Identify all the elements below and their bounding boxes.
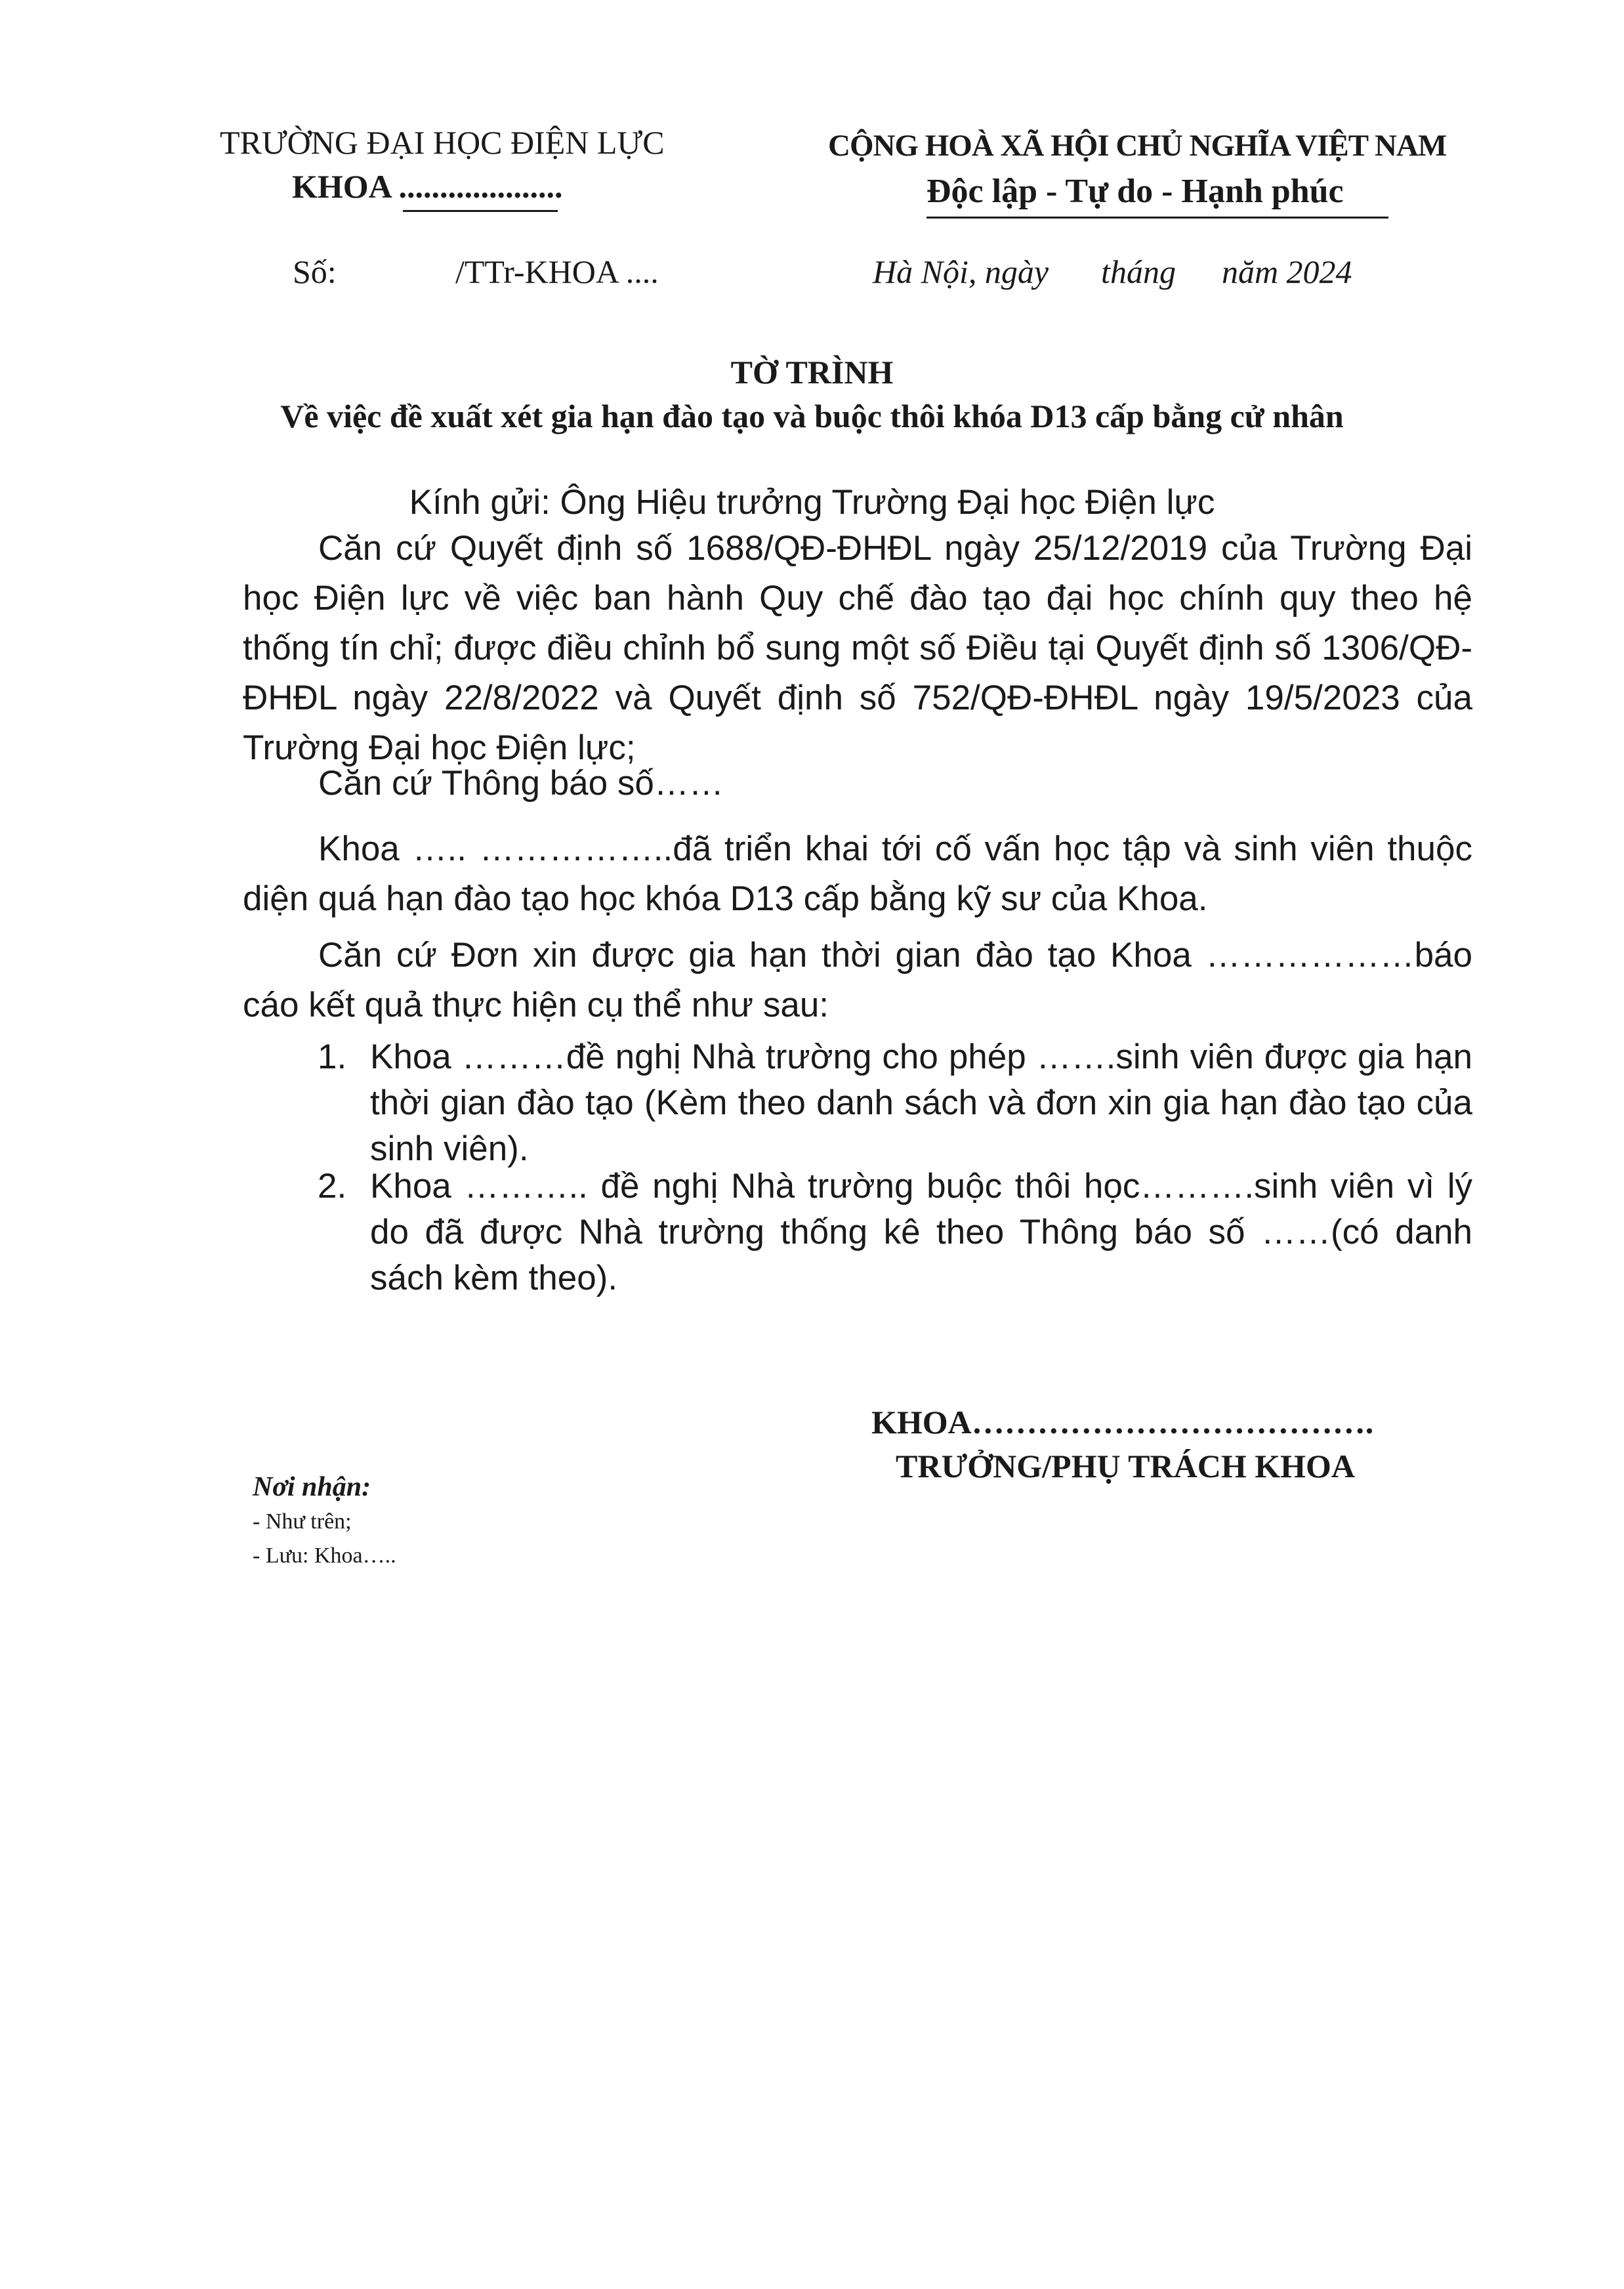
recipients-label: Nơi nhận: (253, 1472, 371, 1502)
faculty-placeholder: .................... (398, 168, 563, 205)
paragraph-report-intro: Căn cứ Đơn xin được gia hạn thời gian đào tạo Khoa ………………báo cáo kết quả thực hiện cụ thể như sau: (243, 936, 1472, 1024)
recipient-line: Kính gửi: Ông Hiệu trưởng Trường Đại học Điện lực (409, 483, 1215, 522)
list-item (318, 1164, 1472, 1301)
faculty-header (292, 167, 563, 205)
document-subtitle: Về việc đề xuất xét gia hạn đào tạo và buộc thôi khóa D13 cấp bằng cử nhân (280, 398, 1344, 434)
national-motto: Độc lập - Tự do - Hạnh phúc (927, 173, 1344, 210)
left-header-underline (403, 210, 558, 212)
list-item (318, 1034, 1472, 1172)
signature-faculty: KHOA………………………………. (871, 1404, 1374, 1440)
faculty-label: KHOA (292, 168, 391, 205)
list-item-number: 2. (318, 1167, 347, 1206)
document-number-label: Số: (293, 253, 337, 290)
signature-title: TRƯỞNG/PHỤ TRÁCH KHOA (896, 1448, 1356, 1484)
list-item-number: 1. (318, 1038, 347, 1076)
paragraph-faculty-deployment: Khoa ….. ……………..đã triển khai tới cố vấn học tập và sinh viên thuộc diện quá hạn đào tạo học khóa D13 cấp bằng kỹ sư của Khoa. (243, 830, 1472, 918)
document-title: TỜ TRÌNH (730, 354, 894, 390)
date-place: Hà Nội, ngày (873, 253, 1049, 290)
date-month: tháng (1101, 253, 1176, 290)
list-item-text: Khoa ……….. đề nghị Nhà trường buộc thôi học……….sinh viên vì lý do đã được Nhà trường thống kê theo Thông báo số ……(có danh sách kèm theo). (370, 1167, 1472, 1297)
motto-underline (927, 217, 1388, 219)
paragraph-notice: Căn cứ Thông báo số…… (318, 764, 724, 803)
list-item-text: Khoa ………đề nghị Nhà trường cho phép …….sinh viên được gia hạn thời gian đào tạo (Kèm theo danh sách và đơn xin gia hạn đào tạo của sinh viên). (370, 1038, 1472, 1168)
paragraph-legal-basis: Căn cứ Quyết định số 1688/QĐ-ĐHĐL ngày 25/12/2019 của Trường Đại học Điện lực về việc ban hành Quy chế đào tạo đại học chính quy theo hệ thống tín chỉ; được điều chỉnh bổ sung một số Điều tại Quyết định số 1306/QĐ-ĐHĐL ngày 22/8/2022 và Quyết định số 752/QĐ-ĐHĐL ngày 19/5/2023 của Trường Đại học Điện lực; (243, 529, 1472, 767)
school-name: TRƯỜNG ĐẠI HỌC ĐIỆN LỰC (220, 124, 665, 161)
document-date (873, 253, 1352, 291)
recipient-item: - Lưu: Khoa….. (253, 1544, 396, 1568)
date-year: năm 2024 (1221, 253, 1352, 290)
document-number-value: /TTr-KHOA .... (455, 253, 659, 290)
national-title: CỘNG HOÀ XÃ HỘI CHỦ NGHĨA VIỆT NAM (828, 129, 1447, 163)
recipient-item: - Như trên; (253, 1509, 352, 1534)
